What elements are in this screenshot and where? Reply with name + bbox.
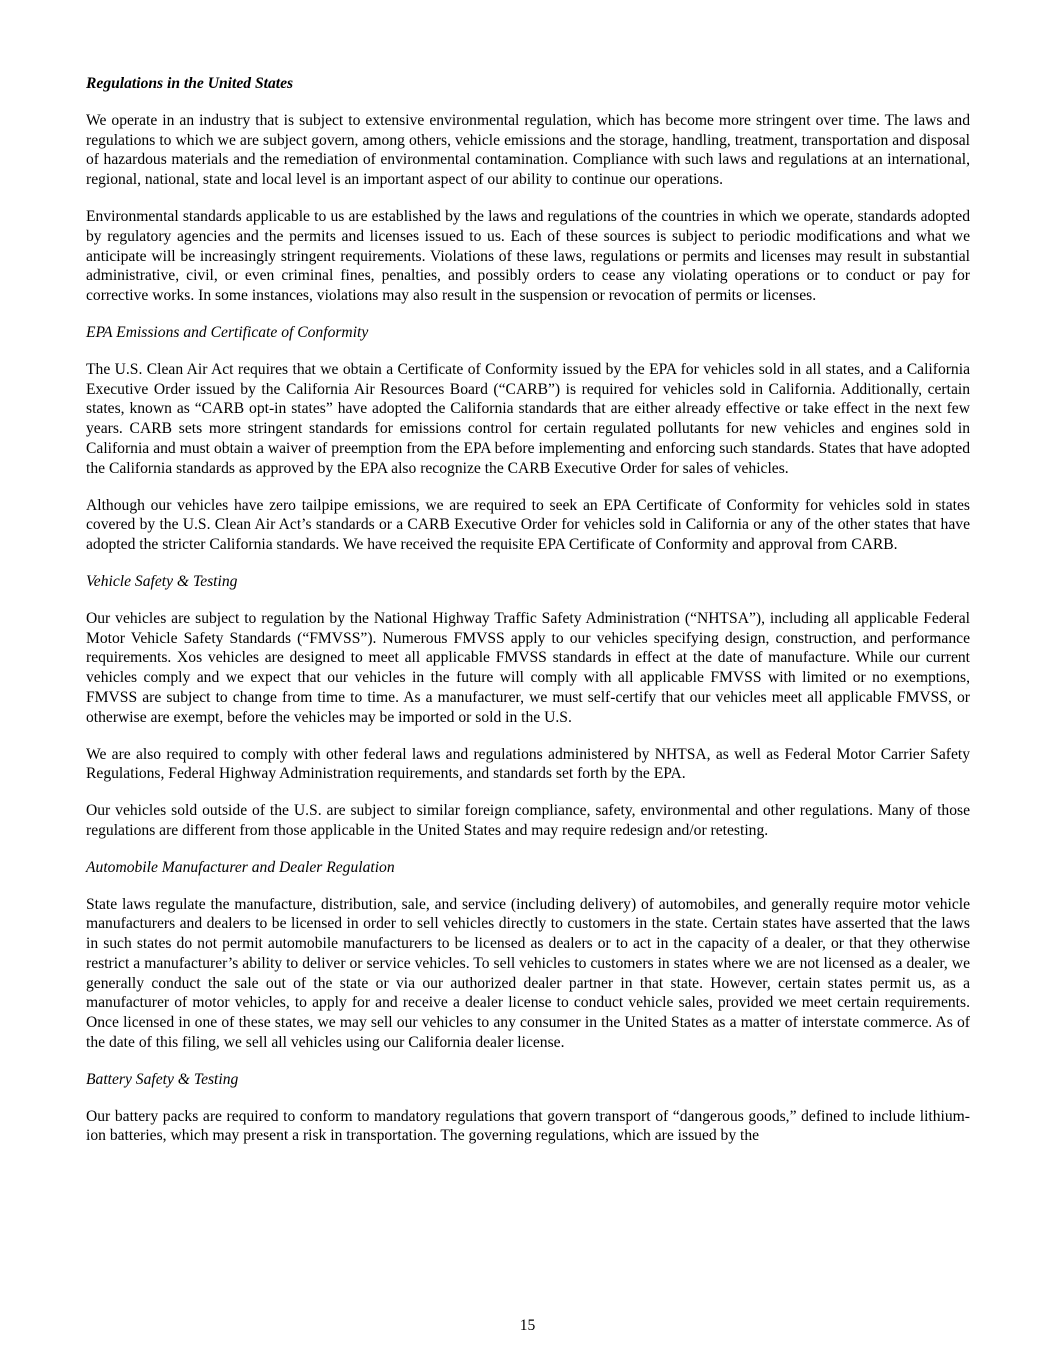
paragraph-battery-transport: Our battery packs are required to conform to mandatory regulations that govern transport of “dangerous goods,” defined to include lithium-ion batteries, which may present a risk in transportation. The governing regulations, which are issued by the <box>86 1107 970 1145</box>
subheading-vehicle-safety: Vehicle Safety & Testing <box>86 572 238 590</box>
subheading-battery-safety: Battery Safety & Testing <box>86 1070 239 1088</box>
document-body <box>86 74 970 1163</box>
page-number: 15 <box>519 1317 536 1334</box>
subheading-dealer-regulation: Automobile Manufacturer and Dealer Regulation <box>86 858 395 876</box>
paragraph-environmental-regulation: We operate in an industry that is subject to extensive environmental regulation, which has become more stringent over time. The laws and regulations to which we are subject govern, among others, vehicle emissions and the storage, handling, treatment, transportation and disposal of hazardous materials and the remediation of environmental contamination. Compliance with such laws and regulations at an international, regional, national, state and local level is an important aspect of our ability to continue our operations. <box>86 111 970 189</box>
section-heading-regulations-us: Regulations in the United States <box>86 75 294 92</box>
paragraph-nhtsa-fmvss: Our vehicles are subject to regulation by the National Highway Traffic Safety Administration (“NHTSA”), including all applicable Federal Motor Vehicle Safety Standards (“FMVSS”). Numerous FMVSS apply to our vehicles specifying design, construction, and performance requirements. Xos vehicles are designed to meet all applicable FMVSS standards in effect at the date of manufacture. While our current vehicles comply and we expect that our vehicles in the future will comply with all applicable FMVSS with limited or no exemptions, FMVSS are subject to change from time to time. As a manufacturer, we must self-certify that our vehicles meet all applicable FMVSS, or otherwise are exempt, before the vehicles may be imported or sold in the U.S. <box>86 609 970 726</box>
paragraph-federal-laws: We are also required to comply with other federal laws and regulations administered by NHTSA, as well as Federal Motor Carrier Safety Regulations, Federal Highway Administration requirements, and standards set forth by the EPA. <box>86 745 970 783</box>
subheading-epa-emissions: EPA Emissions and Certificate of Conformity <box>86 323 369 341</box>
paragraph-zero-tailpipe: Although our vehicles have zero tailpipe emissions, we are required to seek an EPA Certificate of Conformity for vehicles sold in states covered by the U.S. Clean Air Act’s standards or a CARB Executive Order for vehicles sold in California or any of the other states that have adopted the stricter California standards. We have received the requisite EPA Certificate of Conformity and approval from CARB. <box>86 496 970 554</box>
paragraph-environmental-standards: Environmental standards applicable to us are established by the laws and regulations of the countries in which we operate, standards adopted by regulatory agencies and the permits and licenses issued to us. Each of these sources is subject to periodic modifications and what we anticipate will be increasingly stringent requirements. Violations of these laws, regulations or permits and licenses may result in substantial administrative, civil, or even criminal fines, penalties, and possibly orders to cease any violating operations or to conduct or pay for corrective works. In some instances, violations may also result in the suspension or revocation of permits or licenses. <box>86 207 970 305</box>
paragraph-state-dealer-laws: State laws regulate the manufacture, distribution, sale, and service (including delivery) of automobiles, and generally require motor vehicle manufacturers and dealers to be licensed in order to sell vehicles directly to customers in the state. Certain states have asserted that the laws in such states do not permit automobile manufacturers to be licensed as dealers or to act in the capacity of a dealer, or that they otherwise restrict a manufacturer’s ability to deliver or service vehicles. To sell vehicles to customers in states where we are not licensed as a dealer, we generally conduct the sale out of the state or via our authorized dealer partner in that state. However, certain states permit us, as a manufacturer of motor vehicles, to apply for and receive a dealer license to conduct vehicle sales, provided we meet certain requirements. Once licensed in one of these states, we may sell our vehicles to any consumer in the United States as a matter of interstate commerce. As of the date of this filing, we sell all vehicles using our California dealer license. <box>86 895 970 1052</box>
paragraph-foreign-compliance: Our vehicles sold outside of the U.S. are subject to similar foreign compliance, safety, environmental and other regulations. Many of those regulations are different from those applicable in the United States and may require redesign and/or retesting. <box>86 802 970 839</box>
paragraph-clean-air-act: The U.S. Clean Air Act requires that we obtain a Certificate of Conformity issued by the EPA for vehicles sold in all states, and a California Executive Order issued by the California Air Resources Board (“CARB”) is required for vehicles sold in California. Additionally, certain states, known as “CARB opt-in states” have adopted the California standards that are either already effective or take effect in the next few years. CARB sets more stringent standards for emissions control for certain regulated pollutants for new vehicles and engines sold in California and must obtain a waiver of preemption from the EPA before implementing and enforcing such standards. States that have adopted the California standards as approved by the EPA also recognize the CARB Executive Order for sales of vehicles. <box>86 360 970 477</box>
